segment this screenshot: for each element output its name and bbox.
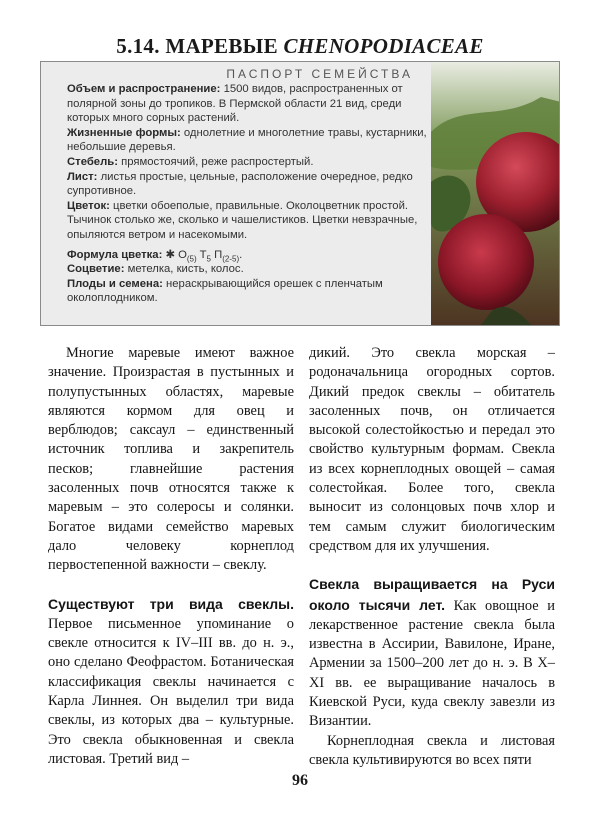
passport-inflorescence-label: Соцветие:	[67, 263, 125, 276]
formula-star-icon: ✱	[165, 248, 175, 261]
right-section-heading: Свекла выращивается на Руси около тысячи лет.	[309, 576, 555, 613]
left-paragraph-2	[48, 595, 294, 770]
passport-stem-label: Стебель:	[67, 155, 118, 168]
passport-leaf	[67, 170, 432, 199]
right-paragraph-1: дикий. Это свекла морская – родоначальница огородных сортов. Дикий предок свеклы – обитатель засоленных почв, он отличается высокой солестойкостью и передал это свойство культурным формам. Свекла из всех корнеплодных овощей – самая солестойкая. Более того, свекла выносит из солонцовых почв хлор и тем самым служит биологическим средством для их улучшения.	[309, 345, 555, 554]
passport-stem-text: прямостоячий, реже распростертый.	[121, 155, 314, 168]
passport-stem	[67, 155, 432, 170]
left-section-heading: Существуют три вида свеклы.	[48, 595, 294, 612]
left-section-text: Первое письменное упоминание о свекле относится к IV–III вв. до н. э., оно сделано Феофрастом. Ботаническая классификация свеклы начинается с Карла Линнея. Он выделил три вида свеклы, из которых два – культурные. Это свекла обыкновенная и свекла листовая. Третий вид –	[48, 615, 294, 767]
passport-flower	[67, 199, 432, 243]
passport-flower-label: Цветок:	[67, 199, 110, 212]
passport-formula-label: Формула цветка:	[67, 248, 163, 261]
family-passport-box	[40, 61, 560, 326]
passport-formula	[67, 248, 432, 263]
passport-volume	[67, 82, 432, 126]
right-section-text: Как овощное и лекарственное растение свекла была известна в Ассирии, Вавилоне, Иране, Армении за 1500–200 лет до н. э. В X–XI вв. ее выращивание началось в Киевской Руси, куда свеклу завезли из Византии.	[309, 597, 555, 730]
formula-o-sub: (5)	[186, 253, 197, 263]
right-paragraph-2	[309, 575, 555, 731]
passport-title: ПАСПОРТ СЕМЕЙСТВА	[226, 67, 413, 81]
passport-volume-text: 1500 видов, распространенных от полярной зоны до тропиков. В Пермской области 21 вид, среди которых много сорных растений.	[67, 83, 403, 125]
passport-life-label: Жизненные формы:	[67, 126, 181, 139]
passport-inflorescence	[67, 262, 432, 277]
passport-life-text: однолетние и многолетние травы, кустарники, небольшие деревья.	[67, 126, 427, 154]
beet-illustration	[431, 62, 560, 325]
formula-o: O	[178, 248, 187, 261]
column-gap	[48, 576, 294, 595]
passport-leaf-text: листья простые, цельные, расположение очередное, редко супротивное.	[67, 170, 413, 198]
passport-inflorescence-text: метелка, кисть, колос.	[127, 263, 244, 276]
passport-flower-text: цветки обоеполые, правильные. Околоцветник простой. Тычинок столько же, сколько и чашелистиков. Цветки невзрачные, опыляются ветром и насекомыми.	[67, 199, 418, 241]
right-column	[309, 344, 555, 770]
passport-fruit-text: нераскрывающийся орешек с пленчатым околоплодником.	[67, 277, 383, 305]
left-column	[48, 344, 294, 769]
column-gap	[309, 556, 555, 575]
title-russian: 5.14. МАРЕВЫЕ	[116, 34, 278, 58]
passport-body	[67, 82, 432, 306]
page-number: 96	[292, 772, 308, 789]
right-paragraph-3: Корнеплодная свекла и листовая свекла культивируются во всех пяти	[309, 732, 555, 768]
beet-photo	[431, 62, 560, 325]
passport-fruit-label: Плоды и семена:	[67, 277, 163, 290]
passport-volume-label: Объем и распространение:	[67, 83, 221, 95]
left-paragraph-1: Многие маревые имеют важное значение. Произрастая в пустынных и полупустынных областях, маревые являются кормом для овец и верблюдов; саксаул – единственный источник топлива и закрепитель песков; главнейшие растения засоленных почв относятся также к маревым – это солеросы и солянки. Богатое видами семейство маревых дало человеку корнеплод первостепенной важности – свеклу.	[48, 345, 294, 574]
beet-root-bottom	[438, 214, 534, 310]
page-title	[0, 34, 600, 59]
passport-life-forms	[67, 126, 432, 155]
formula-dot: .	[239, 248, 243, 261]
formula-t: T	[199, 248, 207, 261]
passport-fruit	[67, 277, 432, 306]
formula-t-sub: 5	[206, 253, 211, 263]
formula-p: П	[214, 248, 223, 261]
passport-text-panel	[41, 62, 433, 325]
passport-leaf-label: Лист:	[67, 170, 98, 183]
title-latin: CHENOPODIACEAE	[283, 34, 484, 58]
formula-p-sub: (2-5)	[222, 253, 240, 263]
